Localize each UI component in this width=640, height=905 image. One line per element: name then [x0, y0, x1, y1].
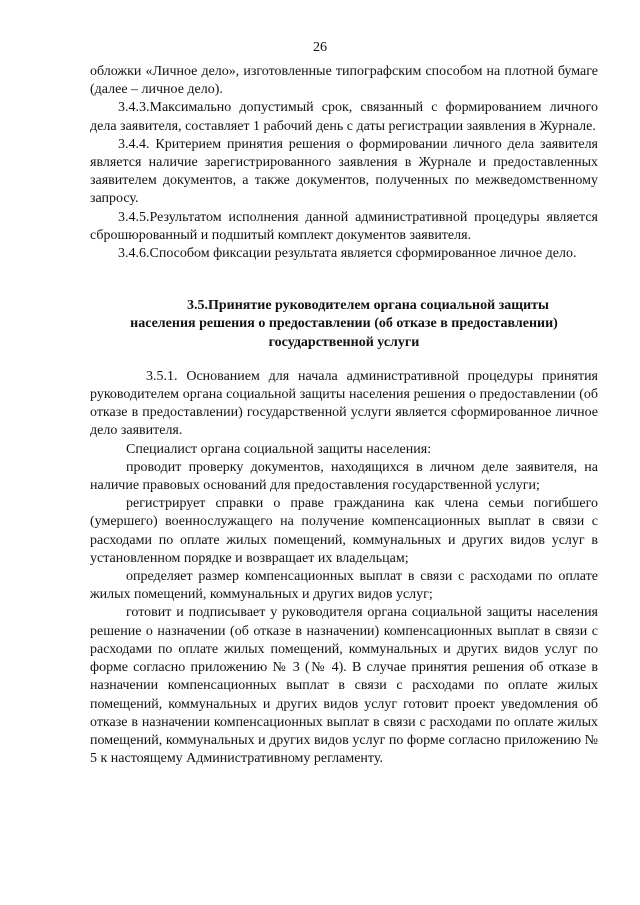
section-heading-line-2: населения решения о предоставлении (об отказе в предоставлении): [130, 316, 558, 332]
paragraph-3-4-4: 3.4.4. Критерием принятия решения о формировании личного дела заявителя является наличие зарегистрированного заявления в Журнале и предоставленных заявителем документов, а также документов, полученных по межведомственному запросу.: [90, 136, 598, 207]
section-heading-line-3: государственной услуги: [268, 334, 420, 350]
paragraph-3-5-1: 3.5.1. Основанием для начала административной процедуры принятия руководителем органа социальной защиты населения решения о предоставлении (об отказе в предоставлении) государственной услуги является сформированное личное дело заявителя.: [90, 368, 598, 439]
section-heading-line-1: 3.5.Принятие руководителем органа социальной защиты: [187, 298, 549, 314]
paragraph-3-4-5: 3.4.5.Результатом исполнения данной административной процедуры является сброшюрованный и подшитый комплект документов заявителя.: [90, 209, 598, 243]
section-heading: [90, 297, 598, 352]
document-body: [90, 63, 598, 768]
paragraph-prepares-decision: готовит и подписывает у руководителя органа социальной защиты населения решение о назначении (об отказе в назначении) компенсационных выплат в связи с расходами по оплате жилых помещений, коммунальных и других видов услуг по форме согласно приложению № 3 (№ 4). В случае принятия решения об отказе в назначении компенсационных выплат в связи с расходами по оплате жилых помещений, коммунальных и других видов услуг готовит проект уведомления об отказе в назначении компенсационных выплат в связи с расходами по оплате жилых помещений, коммунальных и других видов услуг по форме согласно приложению № 5 к настоящему Административному регламенту.: [90, 605, 598, 767]
paragraph-checks-documents: проводит проверку документов, находящихся в личном деле заявителя, на наличие правовых оснований для предоставления государственной услуги;: [90, 459, 598, 494]
paragraph-3-4-6: 3.4.6.Способом фиксации результата является сформированное личное дело.: [118, 246, 577, 262]
paragraph-3-4-3: 3.4.3.Максимально допустимый срок, связанный с формированием личного дела заявителя, составляет 1 рабочий день с даты регистрации заявления в Журнале.: [90, 100, 598, 134]
paragraph-determines-amount: определяет размер компенсационных выплат в связи с расходами по оплате жилых помещений, коммунальных и других видов услуг;: [90, 569, 598, 603]
paragraph-1: обложки «Личное дело», изготовленные типографским способом на плотной бумаге (далее – личное дело).: [90, 64, 598, 98]
paragraph-specialist: Специалист органа социальной защиты населения:: [126, 441, 432, 457]
page-number: 26: [313, 40, 327, 55]
paragraph-registers-certificates: регистрирует справки о праве гражданина как члена семьи погибшего (умершего) военнослужащего на получение компенсационных выплат в связи с расходами по оплате жилых помещений, коммунальных и других видов услуг в установленном порядке и возвращает их владельцам;: [90, 496, 598, 566]
